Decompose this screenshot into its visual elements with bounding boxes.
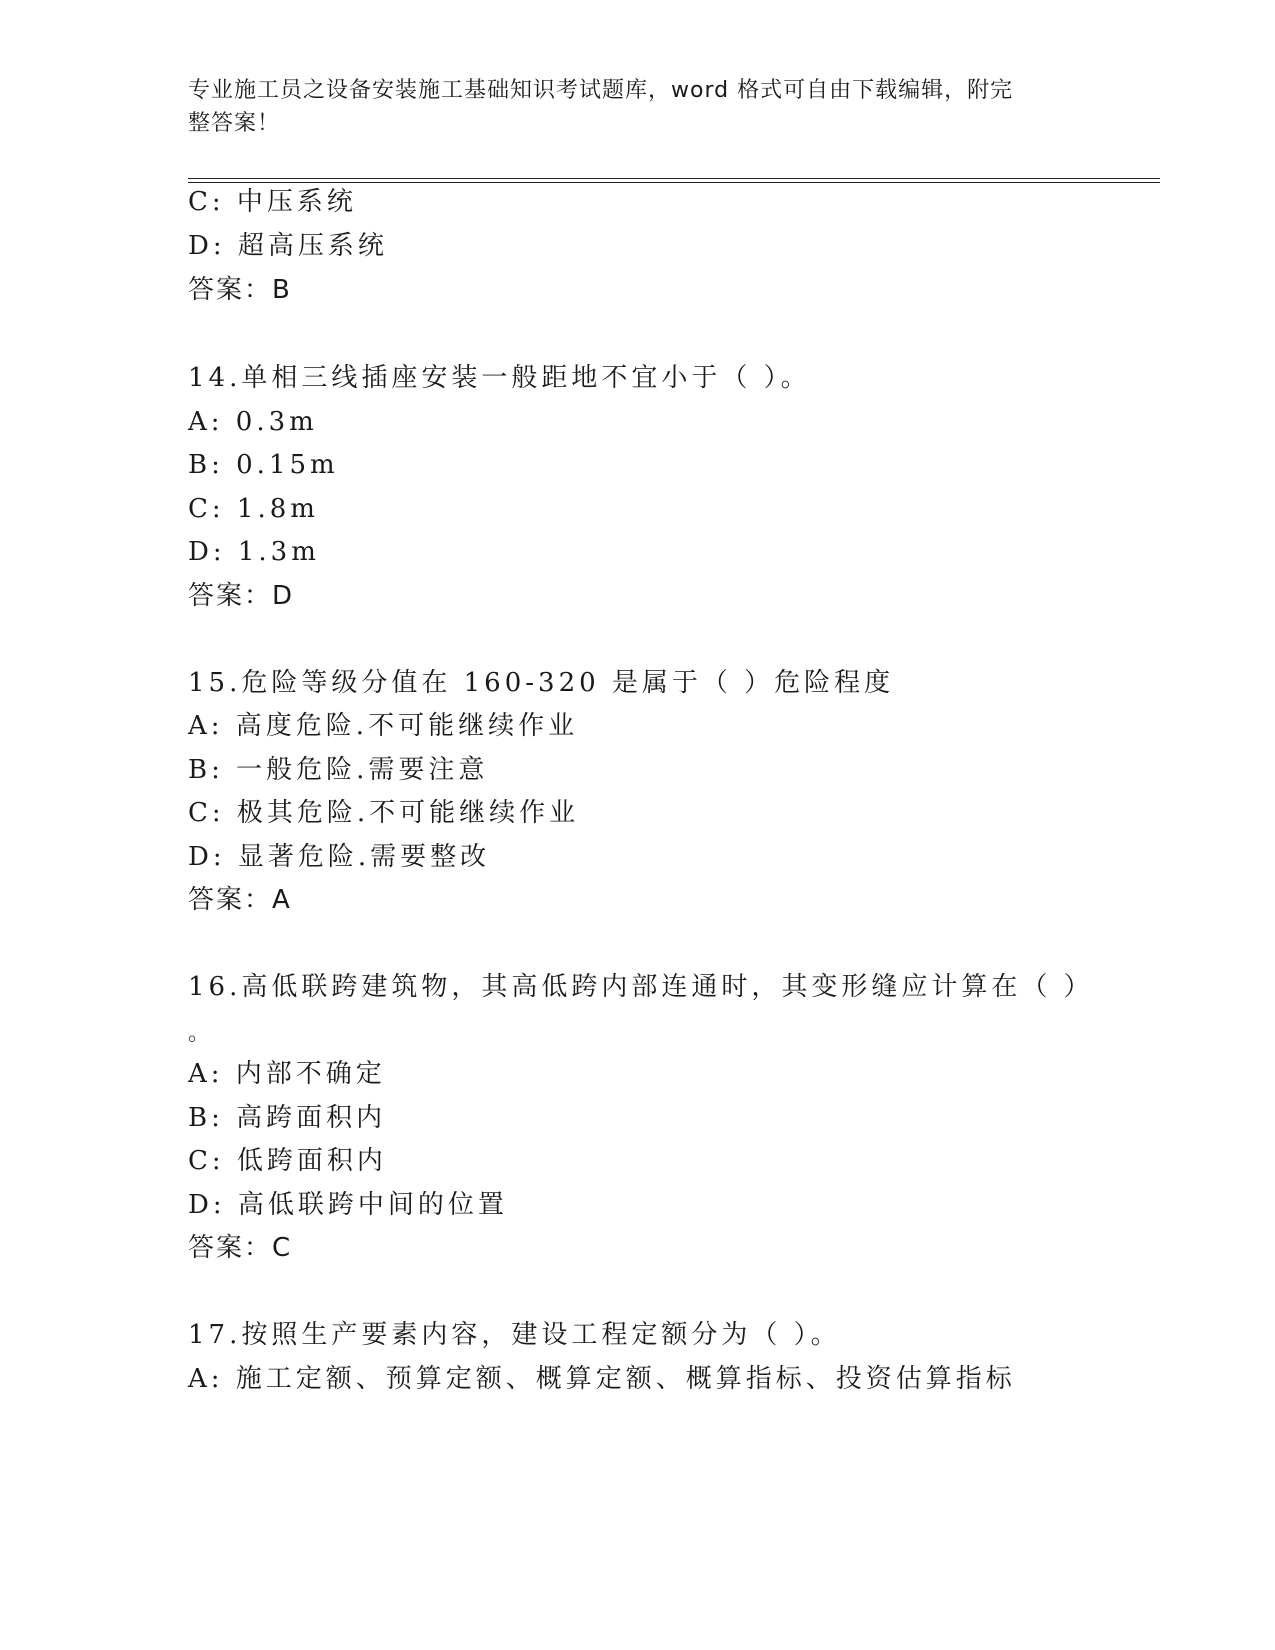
q13-answer: 答案：B <box>188 275 292 305</box>
q17-question: 17.按照生产要素内容，建设工程定额分为（ ）。 <box>188 1320 841 1350</box>
q14-option-b: B: 0.15m <box>188 450 339 480</box>
document-header <box>188 74 1088 140</box>
header-line-2: 整答案！ <box>188 111 281 136</box>
q14-option-a: A: 0.3m <box>188 407 318 437</box>
q15-option-c: C: 极其危险.不可能继续作业 <box>188 798 580 828</box>
q14-option-c: C: 1.8m <box>188 494 319 524</box>
q14-answer: 答案：D <box>188 581 295 611</box>
q13-option-d: D: 超高压系统 <box>188 231 388 261</box>
q15-option-b: B: 一般危险.需要注意 <box>188 755 489 785</box>
q14-question: 14.单相三线插座安装一般距地不宜小于（ ）。 <box>188 363 811 393</box>
q16-option-a: A: 内部不确定 <box>188 1059 386 1089</box>
q15-option-a: A: 高度危险.不可能继续作业 <box>188 711 579 741</box>
q13-option-c: C: 中压系统 <box>188 187 357 217</box>
q15-answer: 答案：A <box>188 885 292 915</box>
q16-answer: 答案：C <box>188 1233 293 1263</box>
q15-question: 15.危险等级分值在 160-320 是属于（ ）危险程度 <box>188 668 895 698</box>
header-line-1: 专业施工员之设备安装施工基础知识考试题库，word 格式可自由下载编辑，附完 <box>188 78 1014 103</box>
q16-option-d: D: 高低联跨中间的位置 <box>188 1190 508 1220</box>
q16-option-b: B: 高跨面积内 <box>188 1103 387 1133</box>
q16-question: 16.高低联跨建筑物，其高低跨内部连通时，其变形缝应计算在（ ） <box>188 972 1094 1002</box>
header-divider <box>188 178 1160 183</box>
q16-option-c: C: 低跨面积内 <box>188 1146 387 1176</box>
q14-option-d: D: 1.3m <box>188 537 320 567</box>
q17-option-a: A: 施工定额、预算定额、概算定额、概算指标、投资估算指标 <box>188 1364 1016 1394</box>
q16-question-continuation: 。 <box>188 1021 215 1046</box>
q15-option-d: D: 显著危险.需要整改 <box>188 842 491 872</box>
